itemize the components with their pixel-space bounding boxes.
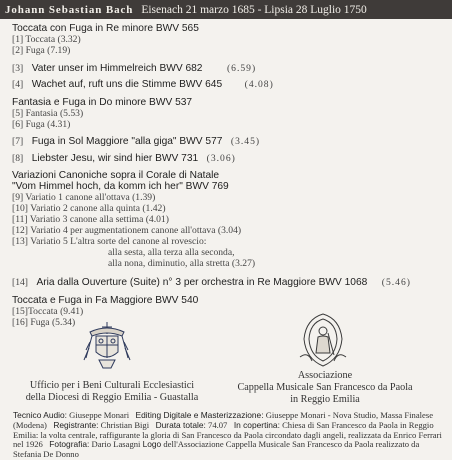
institution-line: della Diocesi di Reggio Emilia - Guastalla: [25, 392, 199, 403]
work-title: Liebster Jesu, wir sind hier BWV 731: [31, 153, 199, 164]
track-number: [3]: [12, 63, 24, 74]
work-title: Fantasia e Fuga in Do minore BWV 537: [12, 97, 193, 108]
track-item: [1] Toccata (3.32): [12, 34, 81, 45]
track-item: [13] Variatio 5 L'altra sorte del canone al rovescio:: [12, 236, 207, 247]
work-title: Toccata e Fuga in Fa Maggiore BWV 540: [12, 295, 199, 306]
composer-dates: Eisenach 21 marzo 1685 - Lipsia 28 Luglio 1750: [141, 3, 367, 16]
work-title: "Vom Himmel hoch, da komm ich her" BWV 769: [12, 181, 229, 192]
credit-value: dell'Associazione Cappella Musicale San Francesco da Paola realizzato da Stefania De Donno: [13, 439, 420, 460]
track-duration: (3.45): [230, 136, 261, 147]
credit-label: Logo: [142, 439, 162, 450]
track-duration: (4.08): [244, 79, 274, 90]
credit-label: Registrante:: [53, 419, 99, 430]
credit-value: Chiesa di San Francesco da Paola in Reggio Emilia: la volta centrale, raffigurante la gloria di San Francesco da Paola circondato dagli angeli, realizzata da Enrico Ferrari nel 1926: [13, 419, 442, 450]
track-item-continuation: alla sesta, alla terza alla seconda,: [108, 247, 235, 258]
credits-block: [13, 411, 445, 460]
track-item: [12, 136, 260, 147]
association-seal-logo: [298, 311, 348, 369]
track-item: [10] Variatio 2 canone alla quinta (1.42): [12, 203, 166, 214]
institution-line: Associazione: [297, 370, 353, 381]
work-title: Aria dalla Ouverture (Suite) n° 3 per orchestra in Re Maggiore BWV 1068: [36, 277, 368, 288]
track-item: [12] Variatio 4 per augmentationem canone all'ottava (3.04): [12, 225, 242, 236]
track-number: [4]: [12, 79, 24, 90]
track-item: [12, 63, 256, 74]
credit-value: Christian Bigi: [100, 419, 150, 430]
track-duration: (5.46): [381, 277, 411, 288]
track-item: [6] Fuga (4.31): [12, 119, 71, 130]
track-item: [9] Variatio 1 canone all'ottava (1.39): [12, 192, 156, 203]
association-name: [205, 370, 445, 406]
credit-value: 74.07: [208, 419, 228, 430]
track-item: [15]Toccata (9.41): [12, 306, 84, 317]
track-duration: (3.06): [206, 153, 236, 164]
track-item-continuation: alla nona, diminutio, alla stretta (3.27): [108, 258, 256, 269]
work-title: Wachet auf, ruft uns die Stimme BWV 645: [31, 79, 223, 90]
track-number: [8]: [12, 153, 24, 164]
credit-label: Tecnico Audio:: [13, 410, 68, 420]
track-number: [7]: [12, 136, 24, 147]
diocese-office-name: [13, 380, 211, 404]
composer-name: Johann Sebastian Bach: [5, 3, 134, 16]
credit-label: Editing Digitale e Masterizzazione:: [135, 410, 264, 420]
credit-label: In copertina:: [233, 419, 280, 430]
track-number: [14]: [12, 277, 28, 288]
credit-label: Fotografia:: [49, 439, 90, 450]
track-item: [2] Fuga (7.19): [12, 45, 71, 56]
institution-line: in Reggio Emilia: [290, 394, 360, 405]
track-item: [5] Fantasia (5.53): [12, 108, 84, 119]
credit-value: Giuseppe Monari - Nova Studio, Massa Finalese (Modena): [13, 410, 434, 430]
track-item: [12, 277, 411, 288]
track-item: [16] Fuga (5.34): [12, 317, 76, 328]
track-duration: (6.59): [226, 63, 257, 74]
credit-value: Dario Lasagni: [91, 439, 141, 450]
header-bar: [0, 0, 452, 19]
work-title: Fuga in Sol Maggiore "alla giga" BWV 577: [31, 136, 223, 147]
work-title: Vater unser im Himmelreich BWV 682: [31, 63, 203, 74]
institution-line: Ufficio per i Beni Culturali Ecclesiastici: [29, 380, 195, 391]
track-item: [12, 153, 236, 164]
track-item: [11] Variatio 3 canone alla settima (4.01): [12, 214, 169, 225]
credit-value: Giuseppe Monari: [69, 410, 130, 420]
credit-label: Durata totale:: [155, 419, 206, 430]
work-title: Toccata con Fuga in Re minore BWV 565: [12, 23, 199, 34]
diocese-coat-of-arms-logo: [82, 320, 132, 372]
institution-line: Cappella Musicale San Francesco da Paola: [237, 382, 413, 393]
work-title: Variazioni Canoniche sopra il Corale di Natale: [12, 170, 220, 181]
track-item: [12, 79, 274, 90]
